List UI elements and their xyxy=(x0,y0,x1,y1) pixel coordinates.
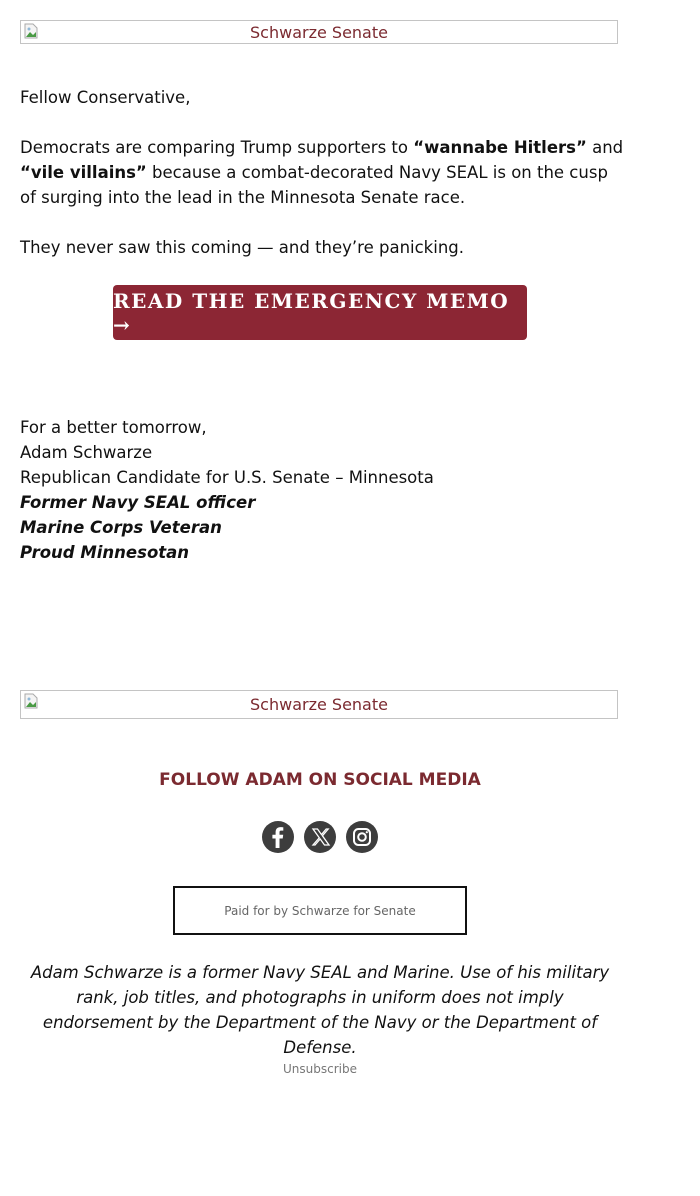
social-heading: FOLLOW ADAM ON SOCIAL MEDIA xyxy=(159,770,481,790)
body-paragraph-1: Democrats are comparing Trump supporters to “wannabe Hitlers” and “vile villains” because a combat-decorated Navy SEAL is on the cusp of surging into the lead in the Minnesota Senate race. xyxy=(20,138,624,207)
signature-closing: For a better tomorrow, xyxy=(20,418,207,437)
x-link[interactable] xyxy=(304,821,336,853)
instagram-icon xyxy=(346,821,378,853)
credential: Proud Minnesotan xyxy=(20,543,190,562)
read-memo-button[interactable]: READ THE EMERGENCY MEMO → xyxy=(113,285,527,340)
footer-image xyxy=(20,690,618,719)
broken-image-icon xyxy=(24,23,38,39)
credential: Former Navy SEAL officer xyxy=(20,493,256,512)
broken-image-icon xyxy=(24,693,38,709)
header-image-alt: Schwarze Senate xyxy=(250,22,388,42)
signature-name: Adam Schwarze xyxy=(20,443,153,462)
facebook-icon xyxy=(262,821,294,853)
signature-title: Republican Candidate for U.S. Senate – Minnesota xyxy=(20,468,434,487)
signature xyxy=(20,415,434,565)
facebook-link[interactable] xyxy=(262,821,294,853)
credential: Marine Corps Veteran xyxy=(20,518,222,537)
disclaimer: Adam Schwarze is a former Navy SEAL and Marine. Use of his military rank, job titles, and photographs in uniform does not imply endorsement by the Department of the Navy or the Department of Defense. xyxy=(30,963,610,1057)
greeting: Fellow Conservative, xyxy=(20,88,191,107)
quote-vile-villains: “vile villains” xyxy=(20,163,147,182)
instagram-link[interactable] xyxy=(346,821,378,853)
x-icon xyxy=(304,821,336,853)
footer-image-alt: Schwarze Senate xyxy=(250,695,388,714)
unsubscribe-link[interactable]: Unsubscribe xyxy=(283,1062,357,1076)
social-links xyxy=(262,821,378,853)
paid-for-box: Paid for by Schwarze for Senate xyxy=(173,886,467,935)
header-image xyxy=(20,20,618,44)
quote-wannabe-hitlers: “wannabe Hitlers” xyxy=(413,138,587,157)
body-paragraph-2: They never saw this coming — and they’re panicking. xyxy=(20,238,465,257)
